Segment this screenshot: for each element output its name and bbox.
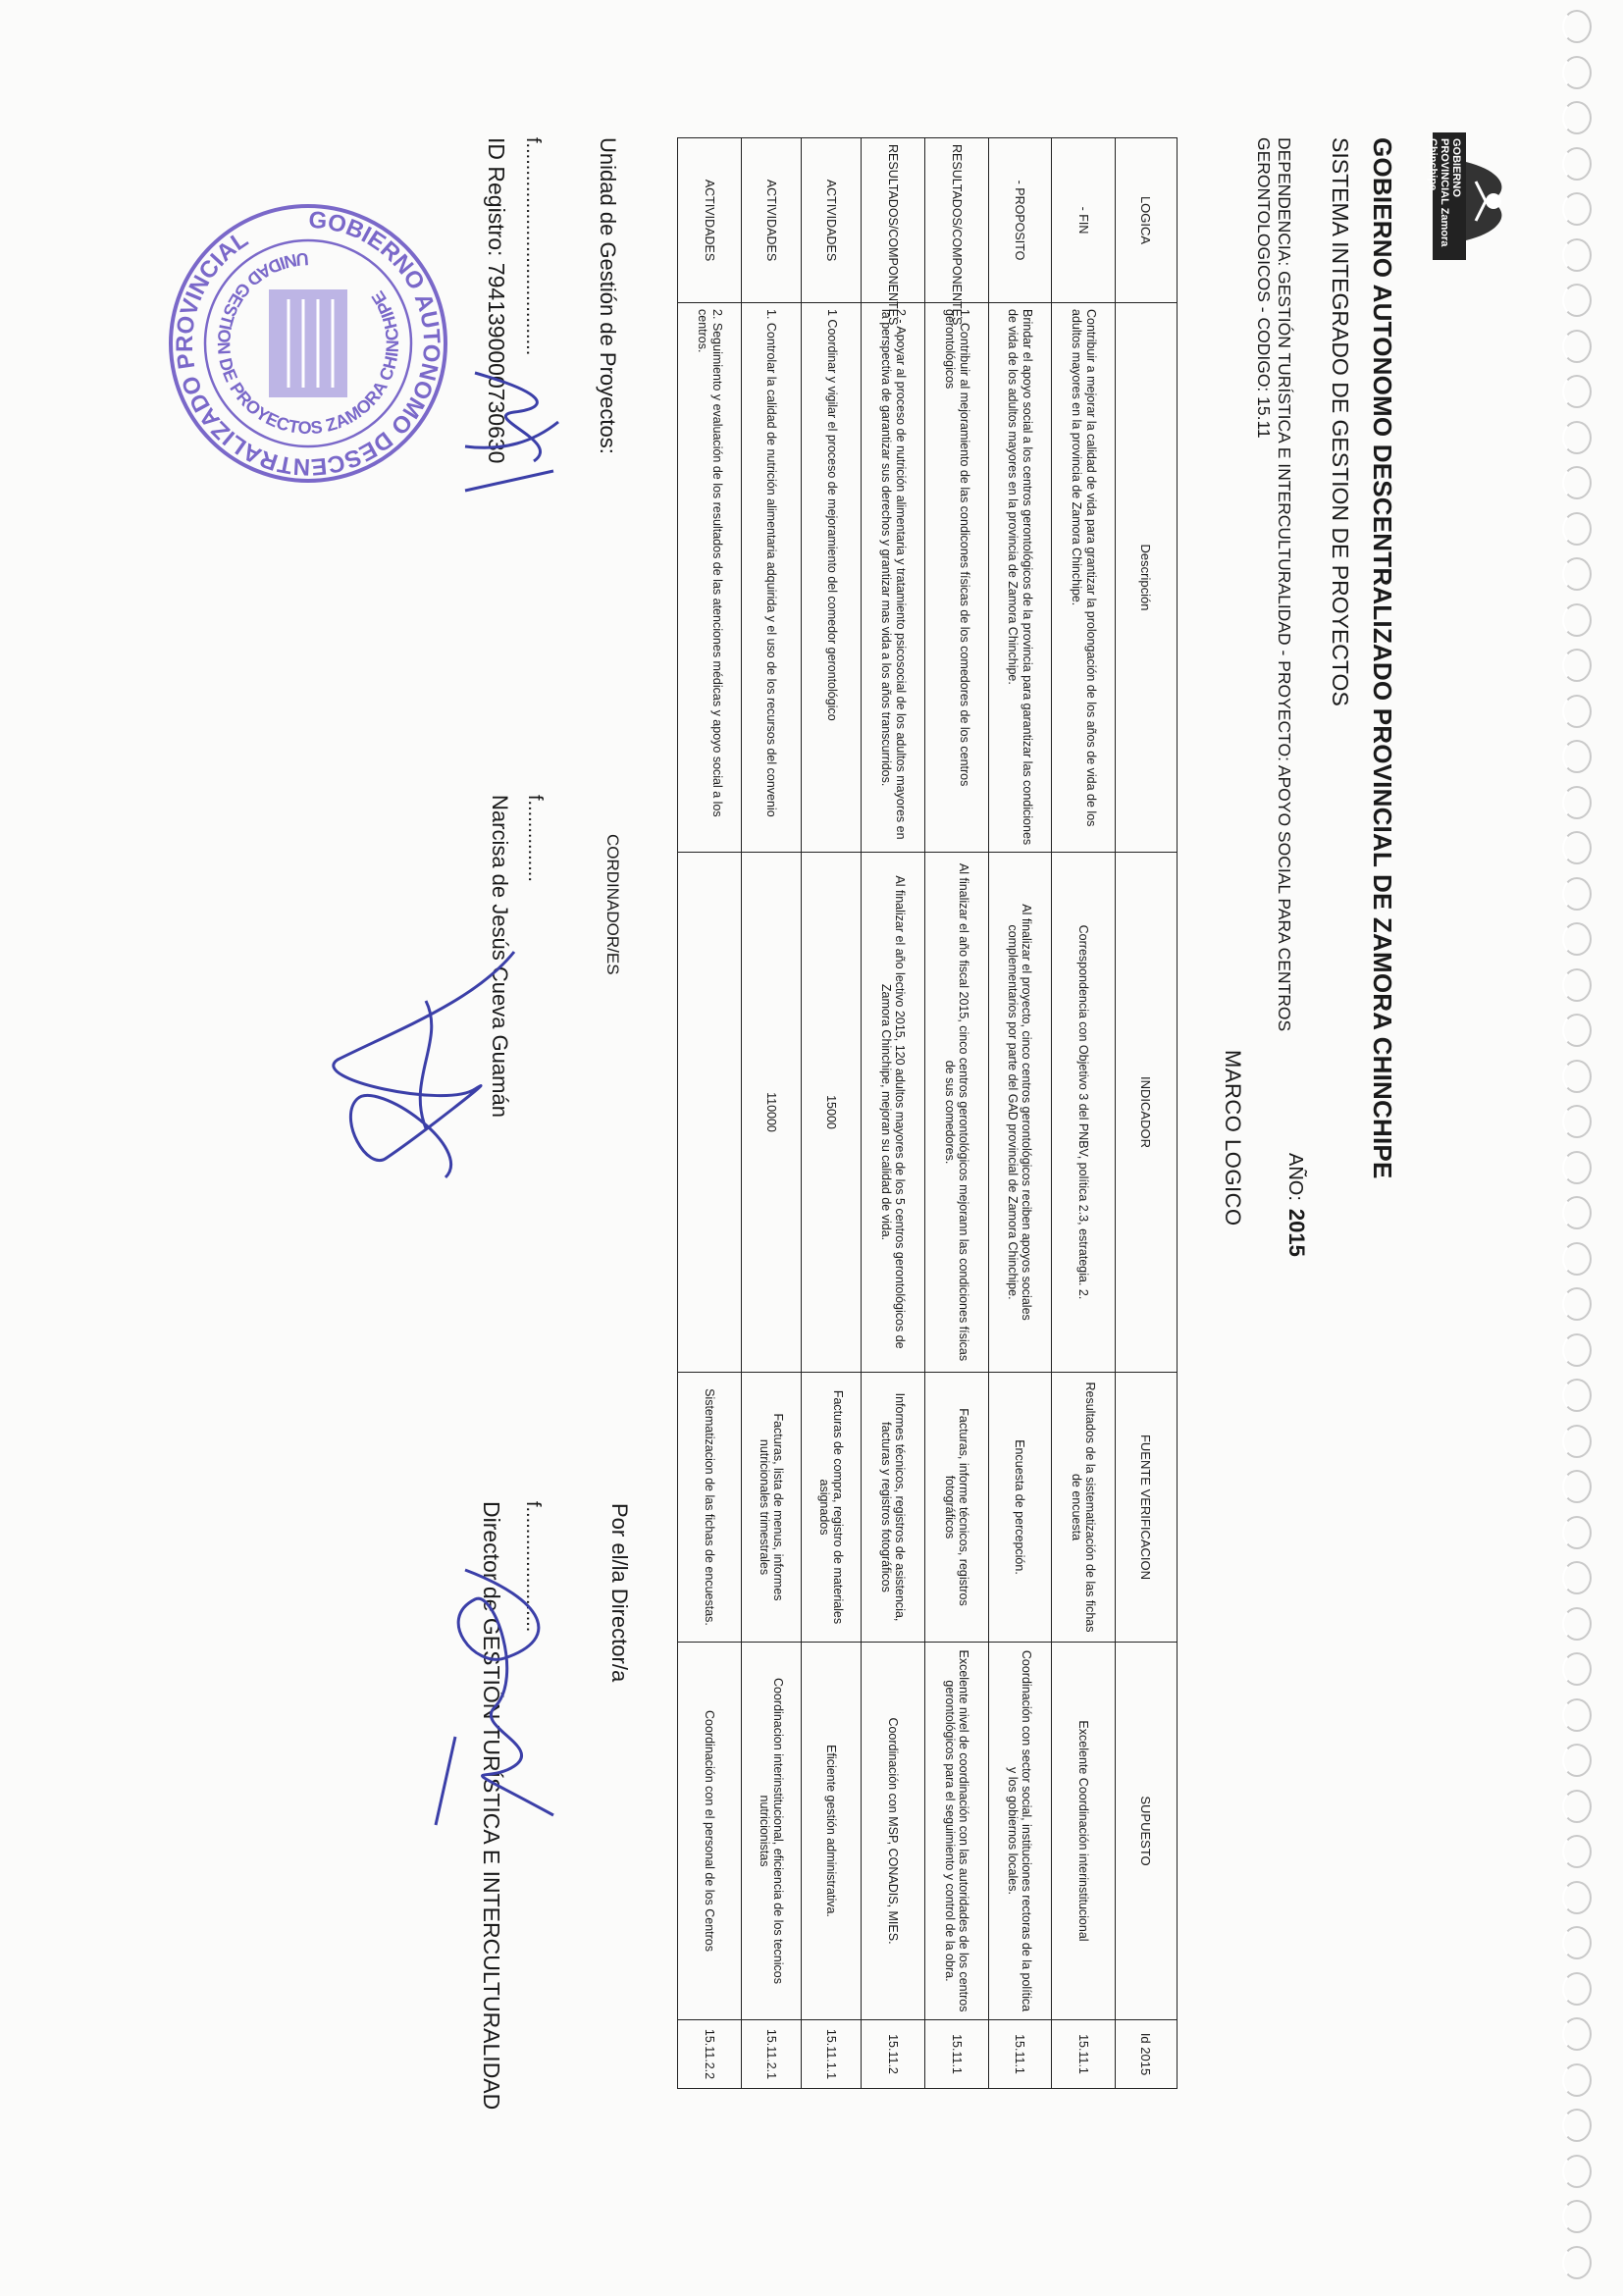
cell-indicador: Al finalizar el año lectivo 2015, 120 adultos mayores de los 5 centros gerontológicos de Zamora Chinchipe, mejoran su calidad de vida. — [862, 853, 925, 1373]
registry-id: ID Registro: 7941390000730630 — [484, 137, 509, 464]
cell-supuesto: Excelente nivel de coordinación con las autoridades de los centros gerontológicos para el seguimiento y control de la obra. — [924, 1643, 988, 2020]
cell-logica: RESULTADOS/COMPONENTES — [924, 138, 988, 303]
cell-fuente: Informes técnicos, registros de asistencia, facturas y registros fotográficos — [862, 1373, 925, 1643]
cell-id: 15.11.1 — [924, 2020, 988, 2089]
cell-descripcion: 2. Seguimiento y evaluación de los resultados de las atenciones médicas y apoyo social a los centros. — [678, 303, 742, 853]
coordinator-name: Narcisa de Jesús Cueva Guamán — [488, 795, 512, 1118]
cell-descripcion: 1. Controlar la calidad de nutrición alimentaria adquirida y el uso de los recursos del convenio — [741, 303, 801, 853]
stamp-outer-text: GOBIERNO AUTONOMO DESCENTRALIZADO PROVINCIAL — [171, 206, 445, 481]
coordinators-label: CORDINADOR/ES — [603, 834, 622, 975]
director-signature-icon — [426, 1560, 583, 1835]
cell-id: 15.11.2.1 — [741, 2020, 801, 2089]
table-header-row — [1116, 138, 1178, 2089]
cell-logica: ACTIVIDADES — [678, 138, 742, 303]
organization-title: GOBIERNO AUTONOMO DESCENTRALIZADO PROVINCIAL DE ZAMORA CHINCHIPE — [1368, 137, 1397, 1179]
provincial-logo — [1427, 132, 1515, 270]
cell-supuesto: Excelente Coordinación interinstitucional — [1052, 1643, 1116, 2020]
cell-indicador: Al finalizar el proyecto, cinco centros gerontológicos reciben apoyos sociales complementarios por parte del GAD provincial de Zamora Chinchipe. — [988, 853, 1052, 1373]
column-header: FUENTE VERIFICACION — [1116, 1373, 1178, 1643]
logo-label: GOBIERNO PROVINCIAL Zamora Chinchipe — [1433, 132, 1466, 260]
cell-supuesto: Coordinación con MSP, CONADIS, MIES. — [862, 1643, 925, 2020]
signature-line-right: f....................... — [522, 1501, 544, 1633]
cell-descripcion: 1 Coordinar y vigilar el proceso de mejoramiento del comedor gerontológico — [801, 303, 861, 853]
table-row — [801, 138, 861, 2089]
cell-indicador: 15000 — [801, 853, 861, 1373]
cell-fuente: Encuesta de percepción. — [988, 1373, 1052, 1643]
unit-signature-icon — [455, 353, 573, 530]
cell-logica: - PROPOSITO — [988, 138, 1052, 303]
cell-indicador: Correspondencia con Objetivo 3 del PNBV, política 2.3, estrategia. 2. — [1052, 853, 1116, 1373]
table-row — [741, 138, 801, 2089]
dependency-line-1: DEPENDENCIA: GESTIÓN TURÍSTICA E INTERCULTURALIDAD - PROYECTO: APOYO SOCIAL PARA CENTROS — [1275, 137, 1294, 1032]
dependency-line-2: GERONTOLOGICOS - CODIGO: 15.11 — [1254, 137, 1274, 439]
document-title: MARCO LOGICO — [1221, 1050, 1245, 1226]
stamp-inner-text: UNIDAD GESTION DE PROYECTOS ZAMORA CHINCHIPE — [213, 248, 403, 439]
coordinator-signature-icon — [298, 942, 534, 1187]
year-label: AÑO: — [1284, 1153, 1306, 1201]
cell-descripcion: 2.- Apoyar al proceso de nutrición alimentaria y tratamiento psicosocial de los adultos mayores en la perspectiva de garantizar sus derechos y grantizar mas vida a los años transcurridos. — [862, 303, 925, 853]
cell-logica: ACTIVIDADES — [741, 138, 801, 303]
cell-descripcion: Brindar el apoyo social a los centros gerontológicos de la provincia para garantizar las condiciones de vida de los adultos mayores en la provincia de Zamora Chinchipe. — [988, 303, 1052, 853]
column-header: SUPUESTO — [1116, 1643, 1178, 2020]
table-row — [924, 138, 988, 2089]
table-row — [988, 138, 1052, 2089]
cell-fuente: Facturas, lista de menus, informes nutricionales trimestrales — [741, 1373, 801, 1643]
signature-line-left: f....................................... — [522, 137, 544, 356]
table-row — [678, 138, 742, 2089]
cell-fuente: Sistematizacion de las fichas de encuestas. — [678, 1373, 742, 1643]
signature-line-middle: f............... — [524, 795, 546, 882]
cell-id: 15.11.2.2 — [678, 2020, 742, 2089]
cell-id: 15.11.1 — [1052, 2020, 1116, 2089]
table-row — [862, 138, 925, 2089]
column-header: LOGICA — [1116, 138, 1178, 303]
logical-framework-table — [677, 137, 1178, 2089]
stamp-seal-icon — [269, 289, 347, 397]
table-row — [1052, 138, 1116, 2089]
column-header: INDICADOR — [1116, 853, 1178, 1373]
cell-id: 15.11.1 — [988, 2020, 1052, 2089]
cell-logica: RESULTADOS/COMPONENTES — [862, 138, 925, 303]
cell-logica: - FIN — [1052, 138, 1116, 303]
cell-supuesto: Coordinacion interinstitucional, eficiencia de los tecnicos nutricionistas — [741, 1643, 801, 2020]
director-label: Por el/la Director/a — [607, 1503, 632, 1683]
cell-descripcion: Contribuir a mejorar la calidad de vida para grantizar la prolongación de los años de vida de los adultos mayores en la provincia de Zamora Chinchipe. — [1052, 303, 1116, 853]
cell-fuente: Resultados de la sistematización de las fichas de encuesta — [1052, 1373, 1116, 1643]
cell-indicador — [678, 853, 742, 1373]
year-block — [1283, 1153, 1309, 1257]
cell-indicador: Al finalizar el año fiscal 2015, cinco centros gerontológicos mejorann las condiciones físicas de sus comedores. — [924, 853, 988, 1373]
column-header: Id 2015 — [1116, 2020, 1178, 2089]
cell-supuesto: Coordinación con el personal de los Centros — [678, 1643, 742, 2020]
cell-supuesto: Eficiente gestión administrativa. — [801, 1643, 861, 2020]
cell-id: 15.11.1.1 — [801, 2020, 861, 2089]
column-header: Descripción — [1116, 303, 1178, 853]
cell-fuente: Facturas, informe técnicos, registros fotográficos — [924, 1373, 988, 1643]
cell-indicador: 110000 — [741, 853, 801, 1373]
year-value: 2015 — [1284, 1208, 1309, 1257]
unit-label: Unidad de Gestión de Proyectos: — [596, 137, 620, 454]
cell-fuente: Facturas de compra, registro de materiales asignados — [801, 1373, 861, 1643]
director-title: Director de GESTIÓN TURÍSTICA E INTERCULTURALIDAD — [479, 1501, 504, 2111]
cell-supuesto: Coordinación con sector social, instituciones rectoras de la política y los gobiernos locales. — [988, 1643, 1052, 2020]
cell-id: 15.11.2 — [862, 2020, 925, 2089]
cell-logica: ACTIVIDADES — [801, 138, 861, 303]
system-title: SISTEMA INTEGRADO DE GESTION DE PROYECTOS — [1328, 137, 1353, 706]
official-stamp — [161, 196, 455, 491]
logo-emblem-icon — [1461, 152, 1515, 250]
cell-descripcion: 1. Contribuir al mejoramiento de las condicones físicas de los comedores de los centros gerontológicos — [924, 303, 988, 853]
